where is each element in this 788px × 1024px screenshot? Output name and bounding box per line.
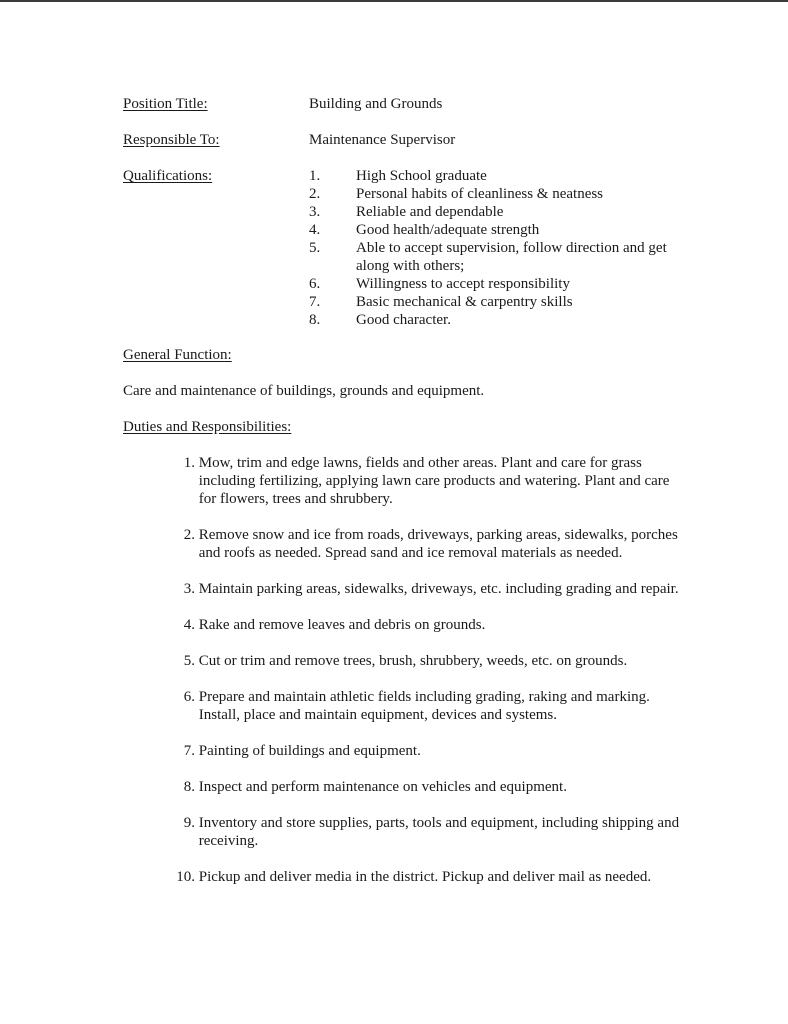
duty-item bbox=[165, 742, 685, 760]
duty-text: Pickup and deliver media in the district. Pickup and deliver mail as needed. bbox=[198, 869, 652, 885]
duty-text: Rake and remove leaves and debris on grounds. bbox=[198, 617, 486, 633]
duty-item bbox=[165, 868, 685, 886]
duty-number: 3. bbox=[183, 581, 195, 597]
qualification-item bbox=[309, 185, 709, 203]
duties-label: Duties and Responsibilities: bbox=[123, 419, 292, 435]
duty-number: 9. bbox=[183, 815, 195, 831]
qualification-text: Good health/adequate strength bbox=[356, 222, 540, 238]
qualification-number: 2. bbox=[309, 186, 321, 202]
duty-number: 2. bbox=[183, 527, 195, 543]
qualifications-list bbox=[309, 167, 709, 329]
qualification-number: 8. bbox=[309, 312, 321, 328]
qualification-item bbox=[309, 311, 709, 329]
duty-number: 6. bbox=[183, 689, 195, 705]
duty-number: 7. bbox=[183, 743, 195, 759]
duty-text: Inventory and store supplies, parts, tools and equipment, including shipping and receiving. bbox=[198, 815, 680, 849]
duty-text: Maintain parking areas, sidewalks, driveways, etc. including grading and repair. bbox=[198, 581, 679, 597]
qualification-item bbox=[309, 239, 709, 275]
duty-item bbox=[165, 580, 685, 598]
responsible-to-value: Maintenance Supervisor bbox=[309, 132, 456, 148]
qualification-text: Reliable and dependable bbox=[356, 204, 504, 220]
duty-number: 5. bbox=[183, 653, 195, 669]
qualification-item bbox=[309, 275, 709, 293]
scan-edge bbox=[0, 0, 788, 2]
duty-item bbox=[165, 526, 685, 562]
duty-text: Mow, trim and edge lawns, fields and other areas. Plant and care for grass including fertilizing, applying lawn care products and watering. Plant and care for flowers, trees and shrubbery. bbox=[198, 455, 670, 507]
position-title-value: Building and Grounds bbox=[309, 96, 443, 112]
qualification-item bbox=[309, 203, 709, 221]
duty-number: 10. bbox=[176, 869, 195, 885]
duty-text: Cut or trim and remove trees, brush, shrubbery, weeds, etc. on grounds. bbox=[198, 653, 628, 669]
duty-text: Painting of buildings and equipment. bbox=[198, 743, 421, 759]
duty-number: 4. bbox=[183, 617, 195, 633]
qualification-text: Able to accept supervision, follow direction and get along with others; bbox=[356, 240, 667, 274]
qualification-text: Basic mechanical & carpentry skills bbox=[356, 294, 573, 310]
qualification-number: 7. bbox=[309, 294, 321, 310]
duty-item bbox=[165, 688, 685, 724]
duty-text: Inspect and perform maintenance on vehicles and equipment. bbox=[198, 779, 567, 795]
qualification-number: 1. bbox=[309, 168, 321, 184]
duty-number: 8. bbox=[183, 779, 195, 795]
duty-item bbox=[165, 778, 685, 796]
qualifications-label: Qualifications: bbox=[123, 168, 213, 184]
qualification-item bbox=[309, 293, 709, 311]
general-function-text: Care and maintenance of buildings, grounds and equipment. bbox=[123, 383, 485, 399]
duty-text: Prepare and maintain athletic fields including grading, raking and marking. Install, place and maintain equipment, devices and systems. bbox=[198, 689, 650, 723]
qualification-number: 3. bbox=[309, 204, 321, 220]
qualification-number: 5. bbox=[309, 240, 321, 256]
qualification-item bbox=[309, 167, 709, 185]
duties-list bbox=[165, 454, 685, 904]
duty-item bbox=[165, 454, 685, 508]
qualification-text: High School graduate bbox=[356, 168, 487, 184]
responsible-to-label: Responsible To: bbox=[123, 132, 220, 148]
duty-text: Remove snow and ice from roads, driveways, parking areas, sidewalks, porches and roofs as needed. Spread sand and ice removal materials as needed. bbox=[198, 527, 678, 561]
duty-item bbox=[165, 652, 685, 670]
qualification-text: Good character. bbox=[356, 312, 451, 328]
qualification-item bbox=[309, 221, 709, 239]
duty-item bbox=[165, 616, 685, 634]
qualification-number: 6. bbox=[309, 276, 321, 292]
qualification-text: Willingness to accept responsibility bbox=[356, 276, 570, 292]
position-title-label: Position Title: bbox=[123, 96, 208, 112]
duty-item bbox=[165, 814, 685, 850]
qualification-number: 4. bbox=[309, 222, 321, 238]
general-function-label: General Function: bbox=[123, 347, 232, 363]
duty-number: 1. bbox=[183, 455, 195, 471]
qualification-text: Personal habits of cleanliness & neatness bbox=[356, 186, 604, 202]
